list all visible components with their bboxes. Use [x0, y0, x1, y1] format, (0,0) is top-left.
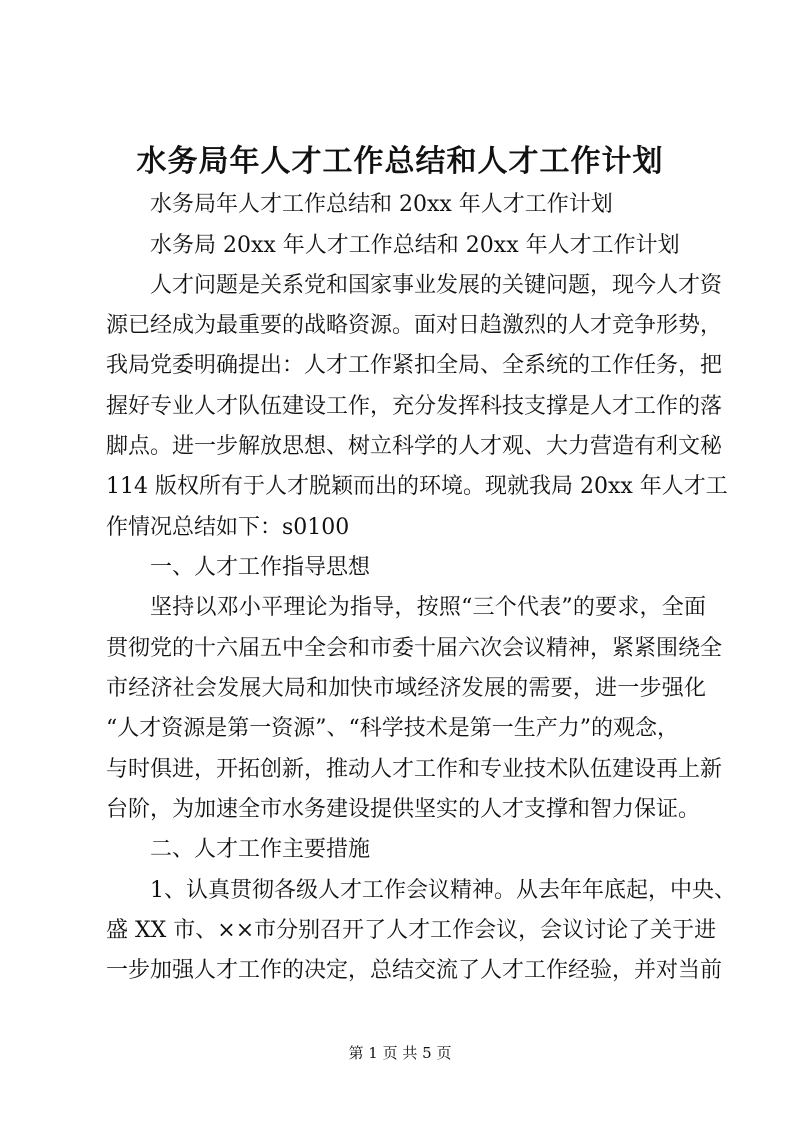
paragraph-line: 盛 XX 市、××市分别召开了人才工作会议，会议讨论了关于进: [106, 918, 717, 943]
document-title: 水务局年人才工作总结和人才工作计划: [136, 144, 664, 179]
paragraph-line: 市经济社会发展大局和加快市域经济发展的需要，进一步强化: [106, 676, 706, 701]
subtitle-line: 水务局 20xx 年人才工作总结和 20xx 年人才工作计划: [150, 233, 680, 258]
paragraph-line: 我局党委明确提出：人才工作紧扣全局、全系统的工作任务，把: [106, 353, 723, 378]
section-heading: 一、人才工作指导思想: [150, 555, 371, 580]
paragraph-line: 台阶，为加速全市水务建设提供坚实的人才支撑和智力保证。: [106, 797, 701, 822]
paragraph-line: 贯彻党的十六届五中全会和市委十届六次会议精神，紧紧围绕全: [106, 636, 723, 661]
paragraph-line: 源已经成为最重要的战略资源。面对日趋激烈的人才竞争形势，: [106, 313, 723, 338]
paragraph-line: 坚持以邓小平理论为指导，按照“三个代表”的要求，全面: [150, 595, 706, 620]
paragraph-line: 1、认真贯彻各级人才工作会议精神。从去年年底起，中央、: [150, 878, 736, 903]
section-heading: 二、人才工作主要措施: [150, 837, 371, 862]
paragraph-line: 一步加强人才工作的决定，总结交流了人才工作经验，并对当前: [106, 958, 723, 983]
page-indicator: 第 1 页 共 5 页: [348, 1044, 452, 1062]
paragraph-line: 握好专业人才队伍建设工作，充分发挥科技支撑是人才工作的落: [106, 394, 723, 419]
paragraph-line: “人才资源是第一资源”、“科学技术是第一生产力”的观念，: [106, 716, 679, 741]
paragraph-line: 人才问题是关系党和国家事业发展的关键问题，现今人才资: [150, 273, 723, 298]
paragraph-line: 作情况总结如下：s0100: [106, 515, 350, 540]
subtitle-line: 水务局年人才工作总结和 20xx 年人才工作计划: [150, 192, 613, 217]
paragraph-line: 与时俱进，开拓创新，推动人才工作和专业技术队伍建设再上新: [106, 757, 723, 782]
paragraph-line: 脚点。进一步解放思想、树立科学的人才观、大力营造有利文秘: [106, 434, 723, 459]
paragraph-line: 114 版权所有于人才脱颖而出的环境。现就我局 20xx 年人才工: [106, 474, 728, 499]
